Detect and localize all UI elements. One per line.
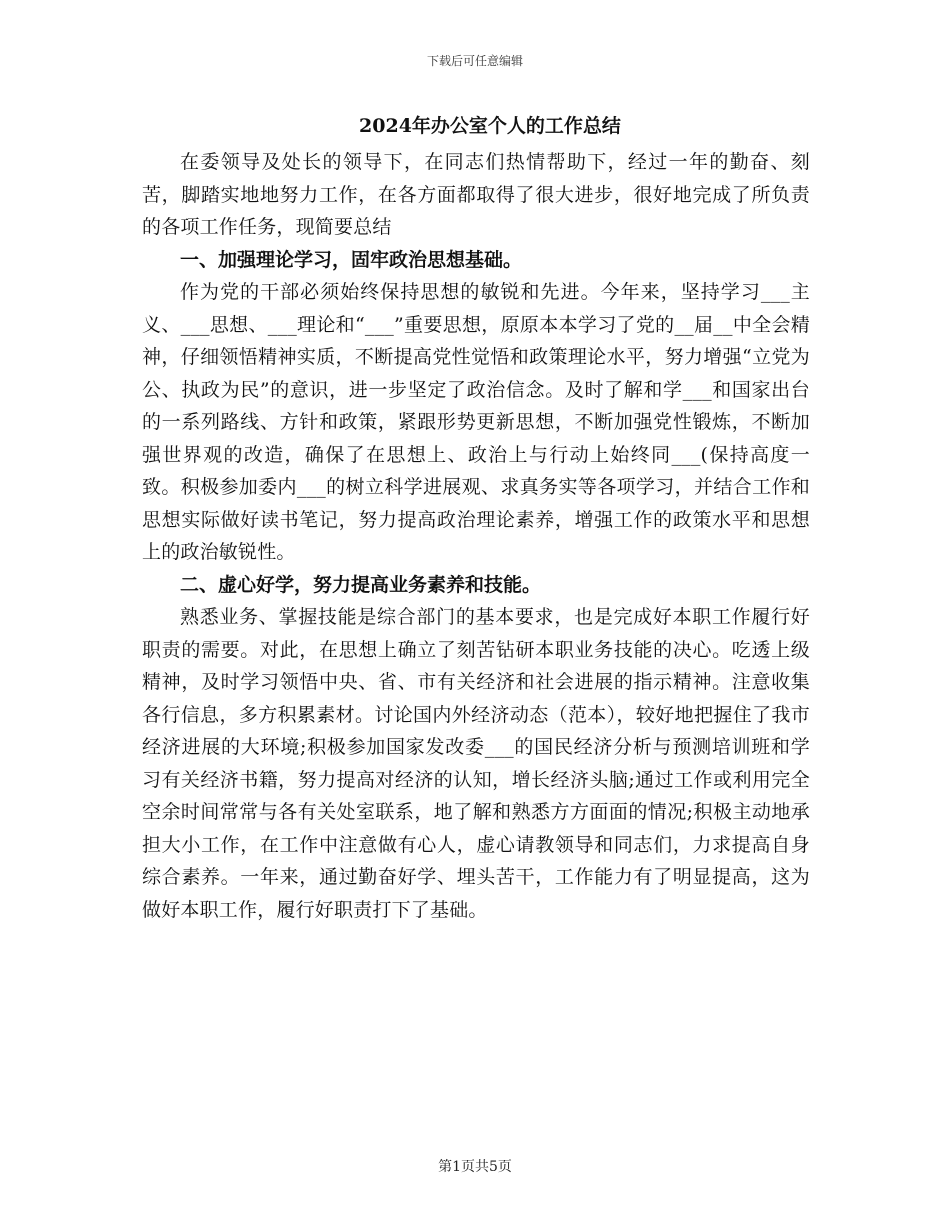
intro-paragraph: 在委领导及处长的领导下，在同志们热情帮助下，经过一年的勤奋、刻苦，脚踏实地地努力工作，在各方面都取得了很大进步，很好地完成了所负责的各项工作任务，现简要总结: [142, 151, 810, 238]
document-body: [142, 112, 810, 926]
section-2-paragraph: 熟悉业务、掌握技能是综合部门的基本要求，也是完成好本职工作履行好职责的需要。对此，在思想上确立了刻苦钻研本职业务技能的决心。吃透上级精神，及时学习领悟中央、省、市有关经济和社会进展的指示精神。注意收集各行信息，多方积累素材。讨论国内外经济动态（范本），较好地把握住了我市经济进展的大环境;积极参加国家发改委___的国民经济分析与预测培训班和学习有关经济书籍，努力提高对经济的认知，增长经济头脑;通过工作或利用完全空余时间常常与各有关处室联系，地了解和熟悉方方面面的情况;积极主动地承担大小工作，在工作中注意做有心人，虚心请教领导和同志们，力求提高自身综合素养。一年来，通过勤奋好学、埋头苦干，工作能力有了明显提高，这为做好本职工作，履行好职责打下了基础。: [142, 606, 810, 921]
section-1-paragraph: 作为党的干部必须始终保持思想的敏锐和先进。今年来，坚持学习___主义、___思想、___理论和“___”重要思想，原原本本学习了党的__届__中全会精神，仔细领悟精神实质，不断提高党性觉悟和政策理论水平，努力增强“立党为公、执政为民”的意识，进一步坚定了政治信念。及时了解和学___和国家出台的一系列路线、方针和政策，紧跟形势更新思想，不断加强党性锻炼，不断加强世界观的改造，确保了在思想上、政治上与行动上始终同___(保持高度一致。积极参加委内___的树立科学进展观、求真务实等各项学习，并结合工作和思想实际做好读书笔记，努力提高政治理论素养，增强工作的政策水平和思想上的政治敏锐性。: [142, 281, 810, 563]
document-title: 2024年办公室个人的工作总结: [359, 115, 621, 137]
section-1-heading: 一、加强理论学习，固牢政治思想基础。: [180, 248, 523, 271]
section-2-heading: 二、虚心好学，努力提高业务素养和技能。: [180, 573, 542, 596]
page-header: 下载后可任意编辑: [426, 54, 523, 68]
page-footer: 第1页共5页: [438, 1159, 512, 1175]
